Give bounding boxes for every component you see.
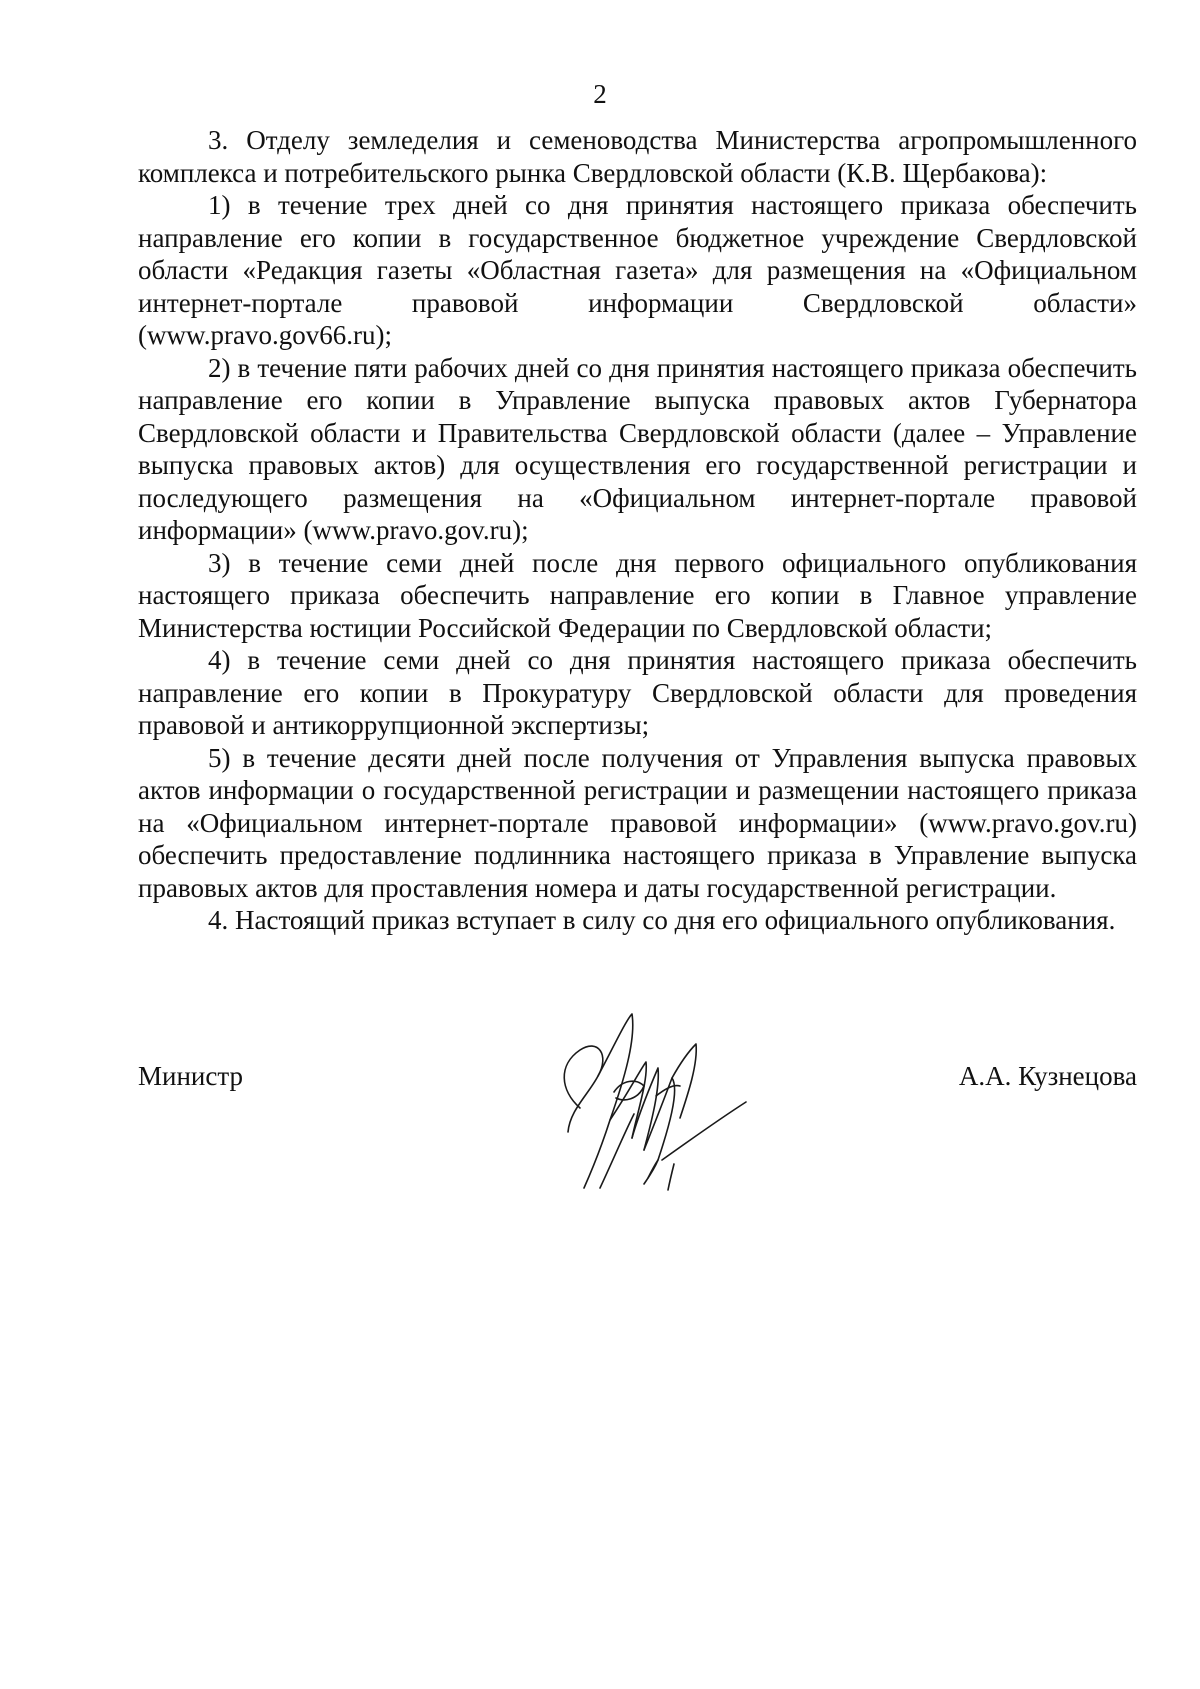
position-title: Министр: [138, 1061, 243, 1091]
handwritten-signature-icon: [540, 1010, 750, 1195]
document-body: [138, 124, 1137, 937]
paragraph-item-4: 4. Настоящий приказ вступает в силу со дня его официального опубликования.: [208, 905, 1116, 935]
signer-name: А.А. Кузнецова: [958, 1061, 1137, 1091]
subparagraph-4: 4) в течение семи дней со дня принятия настоящего приказа обеспечить направление его копии в Прокуратуру Свердловской области для проведения правовой и антикоррупционной экспертизы;: [138, 645, 1137, 740]
subparagraph-3: 3) в течение семи дней после дня первого официального опубликования настоящего приказа обеспечить направление его копии в Главное управление Министерства юстиции Российской Федерации по Свердловской области;: [138, 547, 1137, 643]
subparagraph-1: 1) в течение трех дней со дня принятия настоящего приказа обеспечить направление его копии в государственное бюджетное учреждение Свердловской области «Редакция газеты «Областная газета» для размещения на «Официальном интернет-портале правовой информации Свердловской области» (www.pravo.gov66.ru);: [138, 190, 1137, 350]
subparagraph-2: 2) в течение пяти рабочих дней со дня принятия настоящего приказа обеспечить направление его копии в Управление выпуска правовых актов Губернатора Свердловской области и Правительства Свердловской области (далее – Управление выпуска правовых актов) для осуществления его государственной регистрации и последующего размещения на «Официальном интернет-портале правовой информации» (www.pravo.gov.ru);: [138, 352, 1137, 545]
page-number: 2: [593, 79, 607, 109]
subparagraph-5: 5) в течение десяти дней после получения от Управления выпуска правовых актов информации о государственной регистрации и размещении настоящего приказа на «Официальном интернет-портале правовой информации» (www.pravo.gov.ru) обеспечить предоставление подлинника настоящего приказа в Управление выпуска правовых актов для проставления номера и даты государственной регистрации.: [138, 742, 1137, 903]
paragraph-item-3: 3. Отделу земледелия и семеноводства Министерства агропромышленного комплекса и потребительского рынка Свердловской области (К.В. Щербакова):: [138, 125, 1137, 188]
